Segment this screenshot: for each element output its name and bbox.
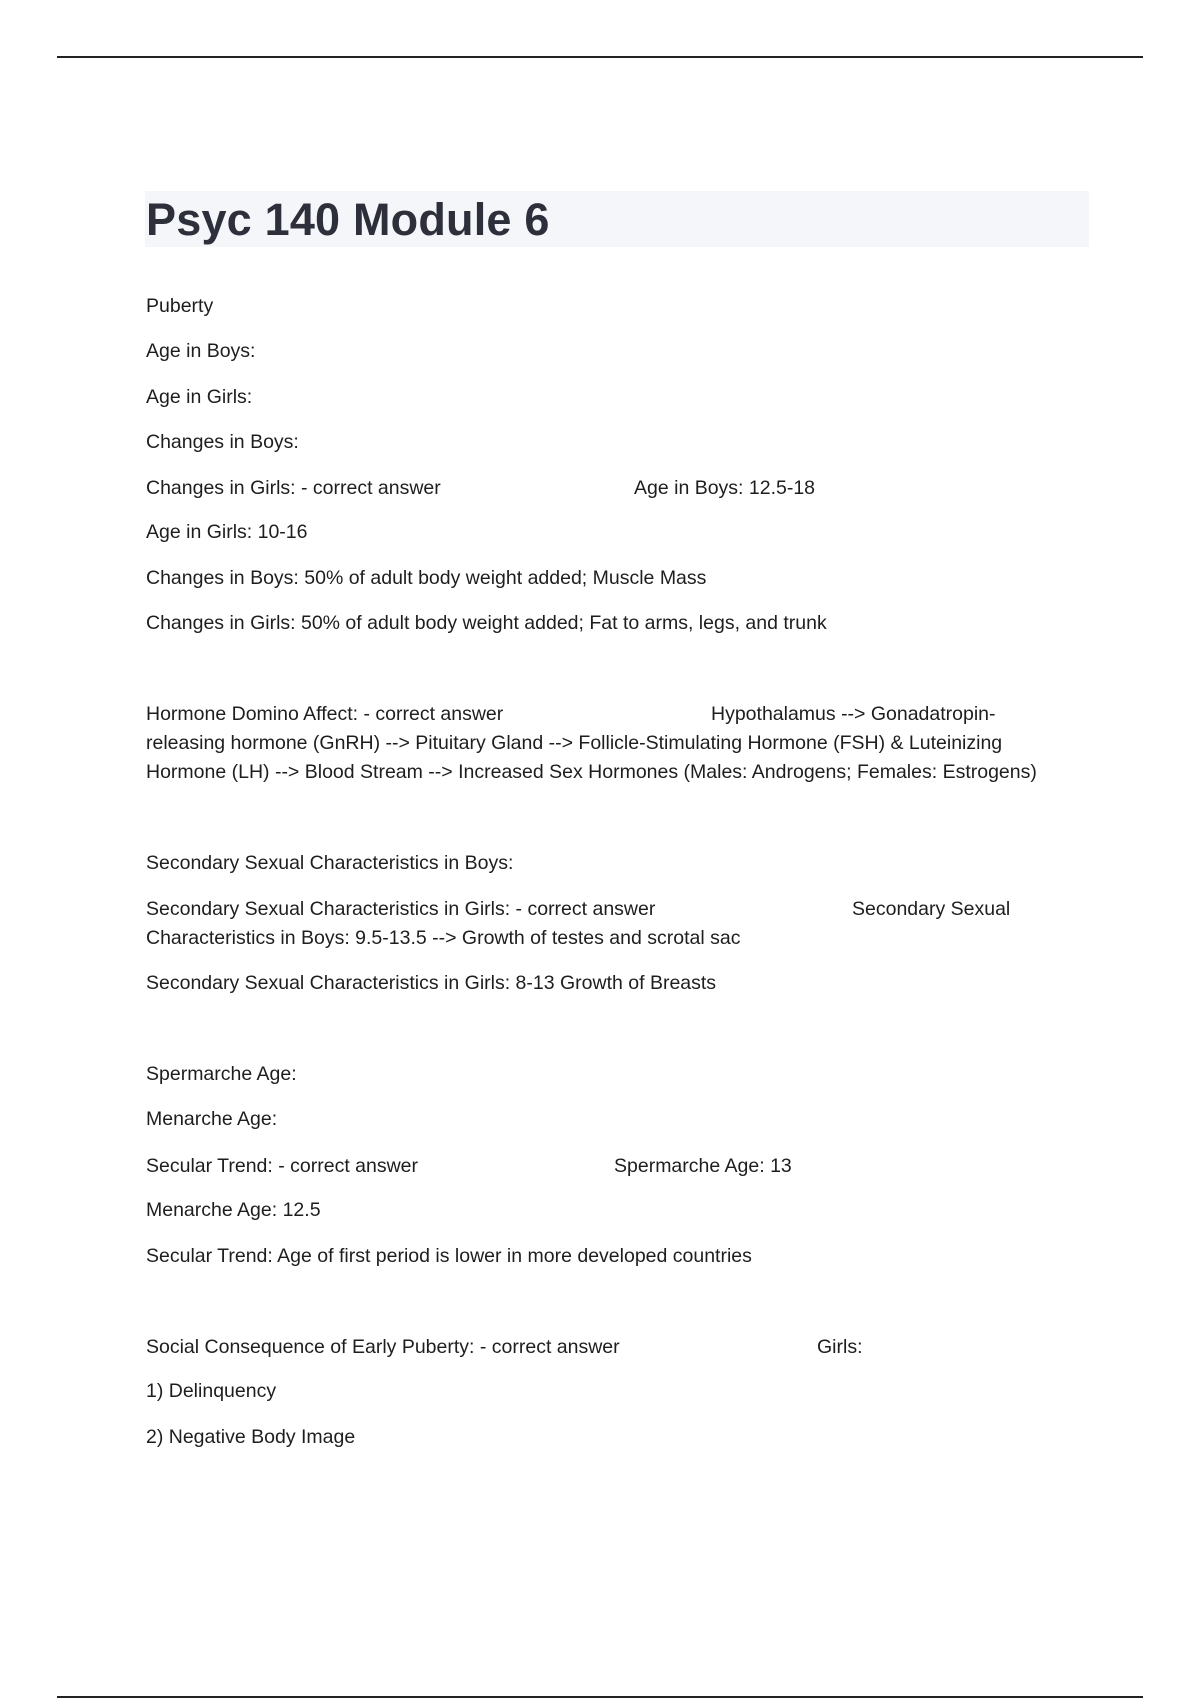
card-3-line-1: Secondary Sexual Characteristics in Boys: bbox=[146, 852, 514, 874]
card-1-line-7: Changes in Boys: 50% of adult body weight added; Muscle Mass bbox=[146, 567, 707, 589]
bottom-rule bbox=[57, 1696, 1143, 1698]
card-2-line-1: Hormone Domino Affect: - correct answer bbox=[146, 703, 504, 725]
card-2-answer-start: Hypothalamus --> Gonadatropin- bbox=[711, 703, 996, 725]
card-1-line-6: Age in Girls: 10-16 bbox=[146, 521, 308, 543]
card-1-line-4: Changes in Boys: bbox=[146, 431, 299, 453]
card-3-line-2: Secondary Sexual Characteristics in Girls: - correct answer bbox=[146, 898, 656, 920]
card-1-line-8: Changes in Girls: 50% of adult body weight added; Fat to arms, legs, and trunk bbox=[146, 612, 827, 634]
card-5-answer-start: Girls: bbox=[817, 1336, 863, 1358]
page-title: Psyc 140 Module 6 bbox=[146, 194, 550, 245]
card-4-line-2: Menarche Age: bbox=[146, 1108, 278, 1130]
card-4-line-4: Menarche Age: 12.5 bbox=[146, 1199, 321, 1221]
card-4-answer-start: Spermarche Age: 13 bbox=[614, 1155, 792, 1177]
card-1-line-5: Changes in Girls: - correct answer bbox=[146, 477, 441, 499]
card-2-line-2: releasing hormone (GnRH) --> Pituitary Gland --> Follicle-Stimulating Hormone (FSH) & Luteinizing bbox=[146, 732, 1003, 754]
card-3-line-3: Characteristics in Boys: 9.5-13.5 --> Growth of testes and scrotal sac bbox=[146, 927, 741, 949]
card-4-line-5: Secular Trend: Age of first period is lower in more developed countries bbox=[146, 1245, 752, 1267]
card-5-line-2: 1) Delinquency bbox=[146, 1380, 277, 1402]
card-1-answer-start: Age in Boys: 12.5-18 bbox=[634, 477, 816, 499]
card-5-line-3: 2) Negative Body Image bbox=[146, 1426, 356, 1448]
card-3-line-4: Secondary Sexual Characteristics in Girls: 8-13 Growth of Breasts bbox=[146, 972, 717, 994]
card-1-line-1: Puberty bbox=[146, 295, 214, 317]
card-4-line-3: Secular Trend: - correct answer bbox=[146, 1155, 419, 1177]
card-4-line-1: Spermarche Age: bbox=[146, 1063, 297, 1085]
card-3-answer-start: Secondary Sexual bbox=[852, 898, 1011, 920]
top-rule bbox=[57, 56, 1143, 58]
card-1-line-2: Age in Boys: bbox=[146, 340, 256, 362]
card-5-line-1: Social Consequence of Early Puberty: - correct answer bbox=[146, 1336, 620, 1358]
card-1-line-3: Age in Girls: bbox=[146, 386, 253, 408]
card-2-line-3: Hormone (LH) --> Blood Stream --> Increased Sex Hormones (Males: Androgens; Females: Estrogens) bbox=[146, 761, 1037, 783]
